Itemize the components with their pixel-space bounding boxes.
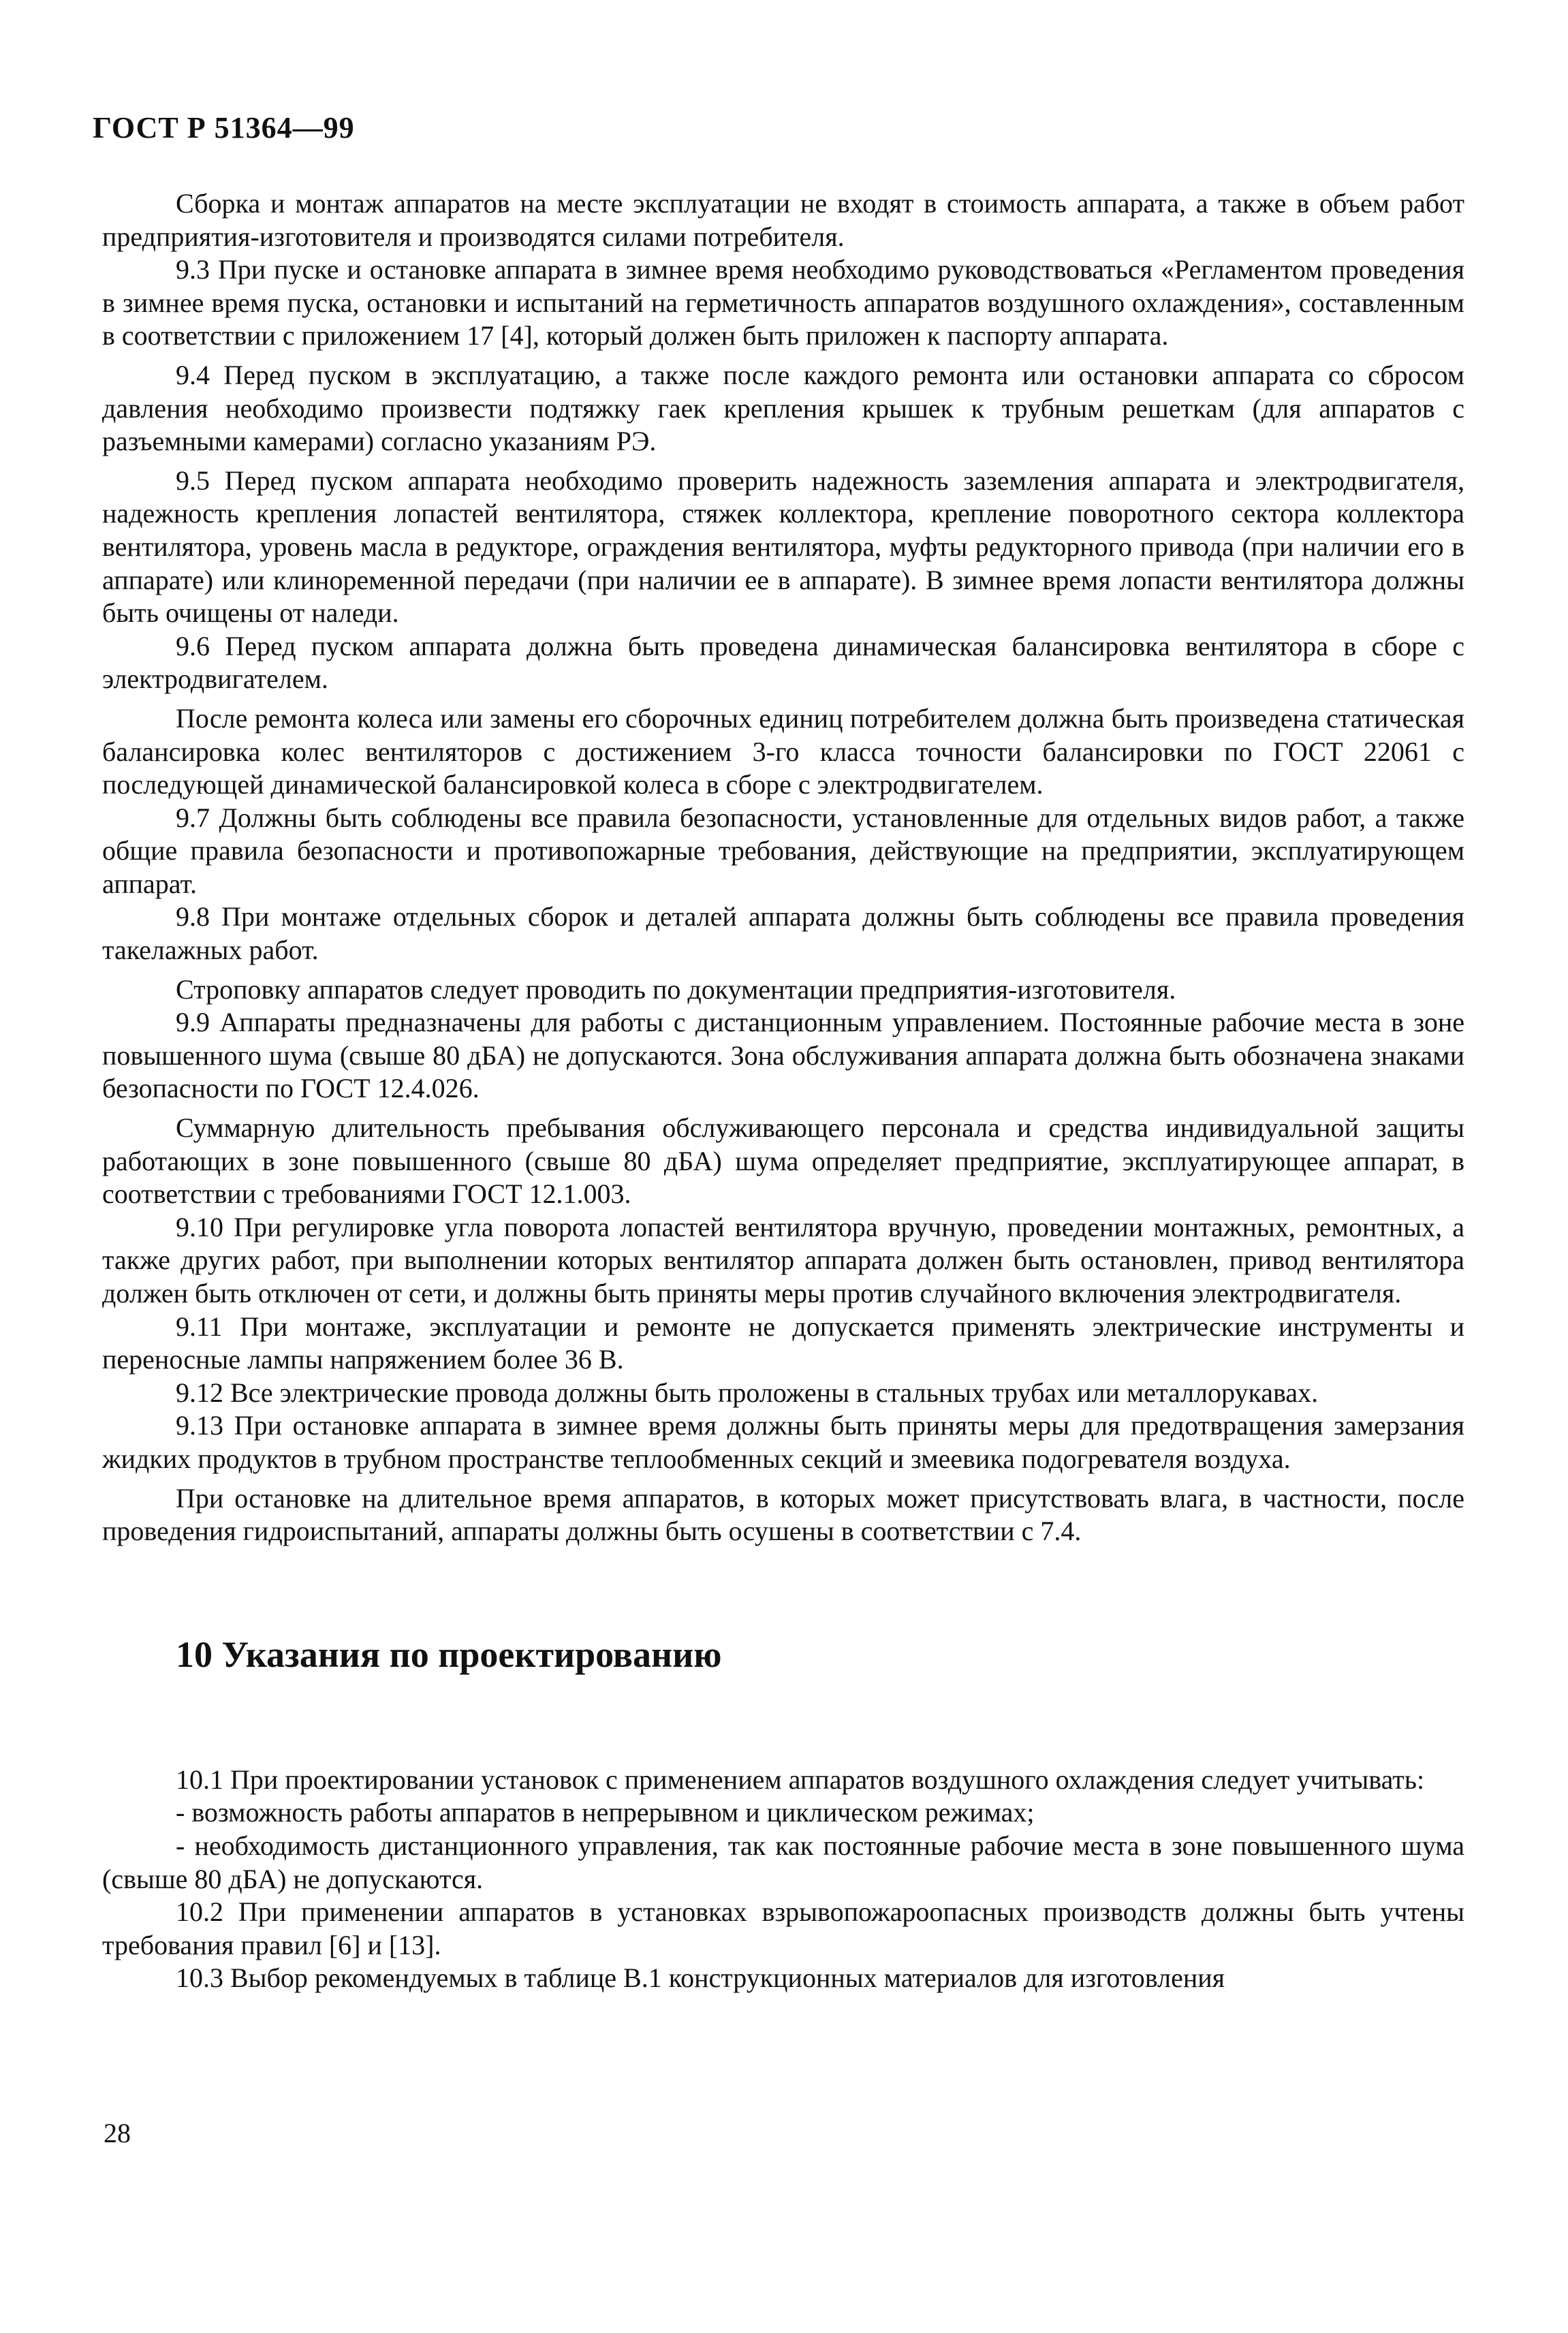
document-body	[102, 187, 1464, 1995]
paragraph-9-5: 9.5 Перед пуском аппарата необходимо проверить надежность заземления аппарата и электродвигателя, надежность крепления лопастей вентилятора, стяжек коллектора, крепление поворотного сектора коллектора вентилятора, уровень масла в редукторе, ограждения вентилятора, муфты редукторного привода (при наличии его в аппарате) или клиноременной передачи (при наличии ее в аппарате). В зимнее время лопасти вентилятора должны быть очищены от наледи.	[102, 465, 1464, 629]
list-item: - необходимость дистанционного управления, так как постоянные рабочие места в зоне повышенного шума (свыше 80 дБА) не допускаются.	[102, 1830, 1464, 1894]
paragraph-9-3: 9.3 При пуске и остановке аппарата в зимнее время необходимо руководствоваться «Регламентом проведения в зимнее время пуска, остановки и испытаний на герметичность аппаратов воздушного охлаждения», составленным в соответствии с приложением 17 [4], который должен быть приложен к паспорту аппарата.	[102, 254, 1464, 351]
paragraph: После ремонта колеса или замены его сборочных единиц потребителем должна быть произведена статическая балансировка колес вентиляторов с достижением 3-го класса точности балансировки по ГОСТ 22061 с последующей динамической балансировкой колеса в сборе с электродвигателем.	[102, 702, 1464, 800]
section-title: 10 Указания по проектированию	[176, 1633, 722, 1675]
list-item: - возможность работы аппаратов в непрерывном и циклическом режимах;	[176, 1797, 1035, 1828]
paragraph: Сборка и монтаж аппаратов на месте эксплуатации не входят в стоимость аппарата, а также в объем работ предприятия-изготовителя и производятся силами потребителя.	[102, 188, 1464, 252]
paragraph-9-4: 9.4 Перед пуском в эксплуатацию, а также после каждого ремонта или остановки аппарата со сбросом давления необходимо произвести подтяжку гаек крепления крышек к трубным решеткам (для аппаратов с разъемными камерами) согласно указаниям РЭ.	[102, 359, 1464, 457]
page-number: 28	[104, 2118, 131, 2148]
standard-code-header: ГОСТ Р 51364—99	[93, 111, 355, 144]
paragraph-9-13: 9.13 При остановке аппарата в зимнее время должны быть приняты меры для предотвращения замерзания жидких продуктов в трубном пространстве теплообменных секций и змеевика подогревателя воздуха.	[102, 1410, 1464, 1474]
paragraph-10-1: 10.1 При проектировании установок с применением аппаратов воздушного охлаждения следует учитывать:	[176, 1764, 1425, 1795]
paragraph-10-2: 10.2 При применении аппаратов в установках взрывопожароопасных производств должны быть учтены требования правил [6] и [13].	[102, 1896, 1464, 1960]
paragraph-10-3: 10.3 Выбор рекомендуемых в таблице В.1 конструкционных материалов для изготовления	[176, 1962, 1225, 1994]
paragraph: При остановке на длительное время аппаратов, в которых может присутствовать влага, в частности, после проведения гидроиспытаний, аппараты должны быть осушены в соответствии с 7.4.	[102, 1482, 1464, 1547]
paragraph-9-9: 9.9 Аппараты предназначены для работы с дистанционным управлением. Постоянные рабочие места в зоне повышенного шума (свыше 80 дБА) не допускаются. Зона обслуживания аппарата должна быть обозначена знаками безопасности по ГОСТ 12.4.026.	[102, 1007, 1464, 1104]
paragraph: Строповку аппаратов следует проводить по документации предприятия-изготовителя.	[176, 973, 1176, 1005]
paragraph-9-7: 9.7 Должны быть соблюдены все правила безопасности, установленные для отдельных видов работ, а также общие правила безопасности и противопожарные требования, действующие на предприятии, эксплуатирующем аппарат.	[102, 802, 1464, 899]
paragraph-9-11: 9.11 При монтаже, эксплуатации и ремонте не допускается применять электрические инструменты и переносные лампы напряжением более 36 В.	[102, 1311, 1464, 1375]
paragraph-9-12: 9.12 Все электрические провода должны быть проложены в стальных трубах или металлорукавах.	[176, 1377, 1319, 1408]
paragraph-9-6: 9.6 Перед пуском аппарата должна быть проведена динамическая балансировка вентилятора в сборе с электродвигателем.	[102, 630, 1464, 695]
paragraph-9-8: 9.8 При монтаже отдельных сборок и деталей аппарата должны быть соблюдены все правила проведения такелажных работ.	[102, 901, 1464, 966]
paragraph: Суммарную длительность пребывания обслуживающего персонала и средства индивидуальной защиты работающих в зоне повышенного (свыше 80 дБА) шума определяет предприятие, эксплуатирующее аппарат, в соответствии с требованиями ГОСТ 12.1.003.	[102, 1112, 1464, 1210]
paragraph-9-10: 9.10 При регулировке угла поворота лопастей вентилятора вручную, проведении монтажных, ремонтных, а также других работ, при выполнении которых вентилятор аппарата должен быть остановлен, привод вентилятора должен быть отключен от сети, и должны быть приняты меры против случайного включения электродвигателя.	[102, 1211, 1464, 1309]
